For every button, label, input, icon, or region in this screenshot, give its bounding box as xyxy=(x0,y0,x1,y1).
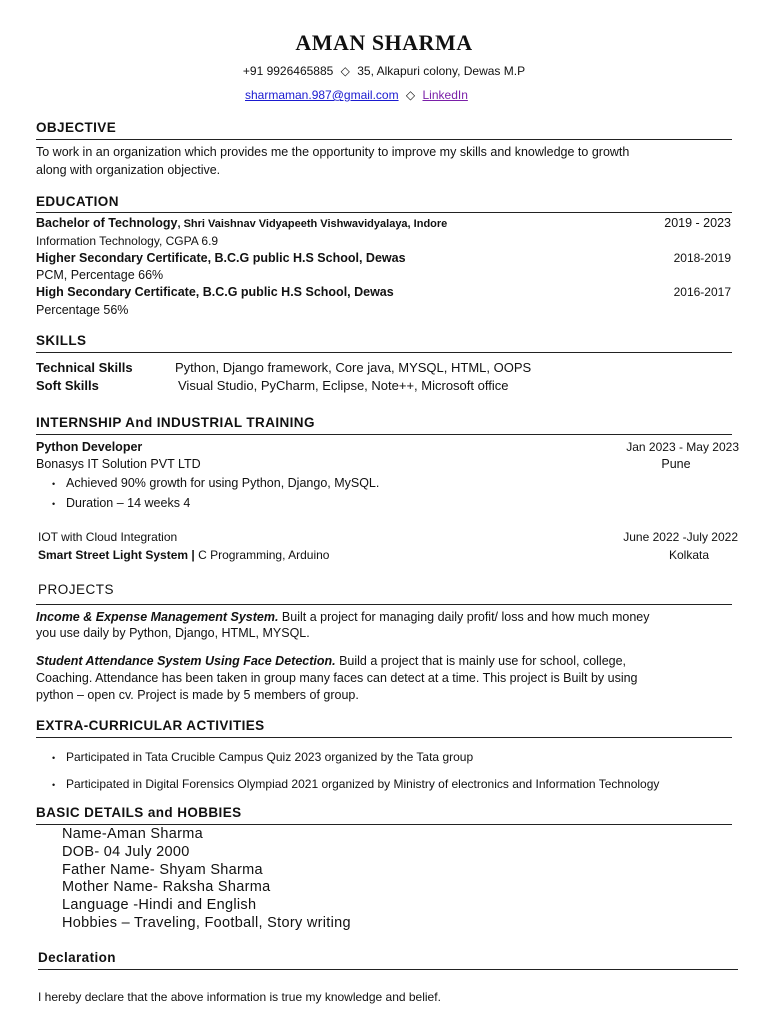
technical-skills-value: Python, Django framework, Core java, MYSQL, HTML, OOPS xyxy=(175,360,532,375)
basic-detail-dob: DOB- 04 July 2000 xyxy=(62,844,190,860)
training-location: Kolkata xyxy=(668,548,710,562)
basic-detail-name: Name-Aman Sharma xyxy=(62,826,203,842)
contact-line xyxy=(0,64,768,78)
section-divider xyxy=(36,737,732,738)
education-degree-2: Higher Secondary Certificate, B.C.G public H.S School, Dewas xyxy=(36,251,406,265)
internship-bullet: • Achieved 90% growth for using Python, Django, MySQL. xyxy=(52,476,380,490)
bullet-icon: • xyxy=(52,499,56,509)
project-2-line3: python – open cv. Project is made by 5 members of group. xyxy=(36,688,359,702)
section-divider xyxy=(38,969,738,970)
section-divider xyxy=(36,434,732,435)
project-2-line2: Coaching. Attendance has been taken in group many faces can detect at a time. This project is Built by using xyxy=(36,671,638,685)
internship-dates: Jan 2023 - May 2023 xyxy=(626,440,739,454)
internship-heading: INTERNSHIP And INDUSTRIAL TRAINING xyxy=(36,415,315,430)
linkedin-link[interactable]: LinkedIn xyxy=(422,88,468,102)
education-detail-3: Percentage 56% xyxy=(36,303,129,317)
education-degree-1: Bachelor of Technology, Shri Vaishnav Vidyapeeth Vishwavidyalaya, Indore xyxy=(36,216,448,230)
education-years-2: 2018-2019 xyxy=(673,251,731,265)
project-1-line2: you use daily by Python, Django, HTML, MYSQL. xyxy=(36,626,310,640)
education-detail-1: Information Technology, CGPA 6.9 xyxy=(36,234,219,248)
objective-text-line1: To work in an organization which provides me the opportunity to improve my skills and knowledge to growth xyxy=(36,145,630,159)
education-heading: EDUCATION xyxy=(36,194,119,209)
declaration-heading: Declaration xyxy=(38,950,116,965)
bullet-icon: • xyxy=(52,753,56,763)
section-divider xyxy=(36,824,732,825)
training-dates: June 2022 -July 2022 xyxy=(623,530,738,544)
candidate-name: AMAN SHARMA xyxy=(295,30,473,55)
section-divider xyxy=(36,139,732,140)
diamond-separator-icon: ◇ xyxy=(340,64,350,78)
training-title: IOT with Cloud Integration xyxy=(38,530,178,544)
phone-number: +91 9926465885 xyxy=(242,64,334,78)
basic-detail-language: Language -Hindi and English xyxy=(62,897,257,913)
objective-text-line2: along with organization objective. xyxy=(36,163,221,177)
project-1-line1: Income & Expense Management System. Built a project for managing daily profit/ loss and how much money xyxy=(36,610,650,624)
internship-bullet: • Duration – 14 weeks 4 xyxy=(52,496,191,510)
diamond-separator-icon: ◇ xyxy=(405,88,416,102)
basic-detail-hobbies: Hobbies – Traveling, Football, Story writing xyxy=(62,915,351,931)
technical-skills-label: Technical Skills xyxy=(36,360,133,375)
internship-company: Bonasys IT Solution PVT LTD xyxy=(36,457,201,471)
extracurricular-heading: EXTRA-CURRICULAR ACTIVITIES xyxy=(36,718,265,733)
internship-location: Pune xyxy=(661,457,691,471)
training-project: Smart Street Light System | C Programming, Arduino xyxy=(38,548,330,562)
extracurricular-item: • Participated in Digital Forensics Olympiad 2021 organized by Ministry of electronics and Information Technology xyxy=(52,777,660,791)
address: 35, Alkapuri colony, Dewas M.P xyxy=(357,64,526,78)
education-degree-3: High Secondary Certificate, B.C.G public H.S School, Dewas xyxy=(36,285,394,299)
email-link[interactable]: sharmaman.987@gmail.com xyxy=(245,88,399,102)
objective-heading: OBJECTIVE xyxy=(36,120,117,135)
basic-details-heading: BASIC DETAILS and HOBBIES xyxy=(36,805,242,820)
bullet-icon: • xyxy=(52,780,56,790)
education-detail-2: PCM, Percentage 66% xyxy=(36,268,164,282)
section-divider xyxy=(36,604,732,605)
section-divider xyxy=(36,352,732,353)
contact-links xyxy=(245,88,468,102)
projects-heading: PROJECTS xyxy=(38,582,115,597)
soft-skills-value: Visual Studio, PyCharm, Eclipse, Note++, Microsoft office xyxy=(178,378,509,393)
extracurricular-item: • Participated in Tata Crucible Campus Quiz 2023 organized by the Tata group xyxy=(52,750,474,764)
bullet-icon: • xyxy=(52,479,56,489)
soft-skills-label: Soft Skills xyxy=(36,378,99,393)
education-years-3: 2016-2017 xyxy=(673,285,731,299)
declaration-text: I hereby declare that the above information is true my knowledge and belief. xyxy=(38,990,441,1004)
basic-detail-father: Father Name- Shyam Sharma xyxy=(62,862,263,878)
internship-role: Python Developer xyxy=(36,440,143,454)
skills-heading: SKILLS xyxy=(36,333,87,348)
basic-detail-mother: Mother Name- Raksha Sharma xyxy=(62,879,271,895)
project-2-line1: Student Attendance System Using Face Detection. Build a project that is mainly use for school, college, xyxy=(36,654,627,668)
education-years-1: 2019 - 2023 xyxy=(664,216,731,230)
section-divider xyxy=(36,212,732,213)
